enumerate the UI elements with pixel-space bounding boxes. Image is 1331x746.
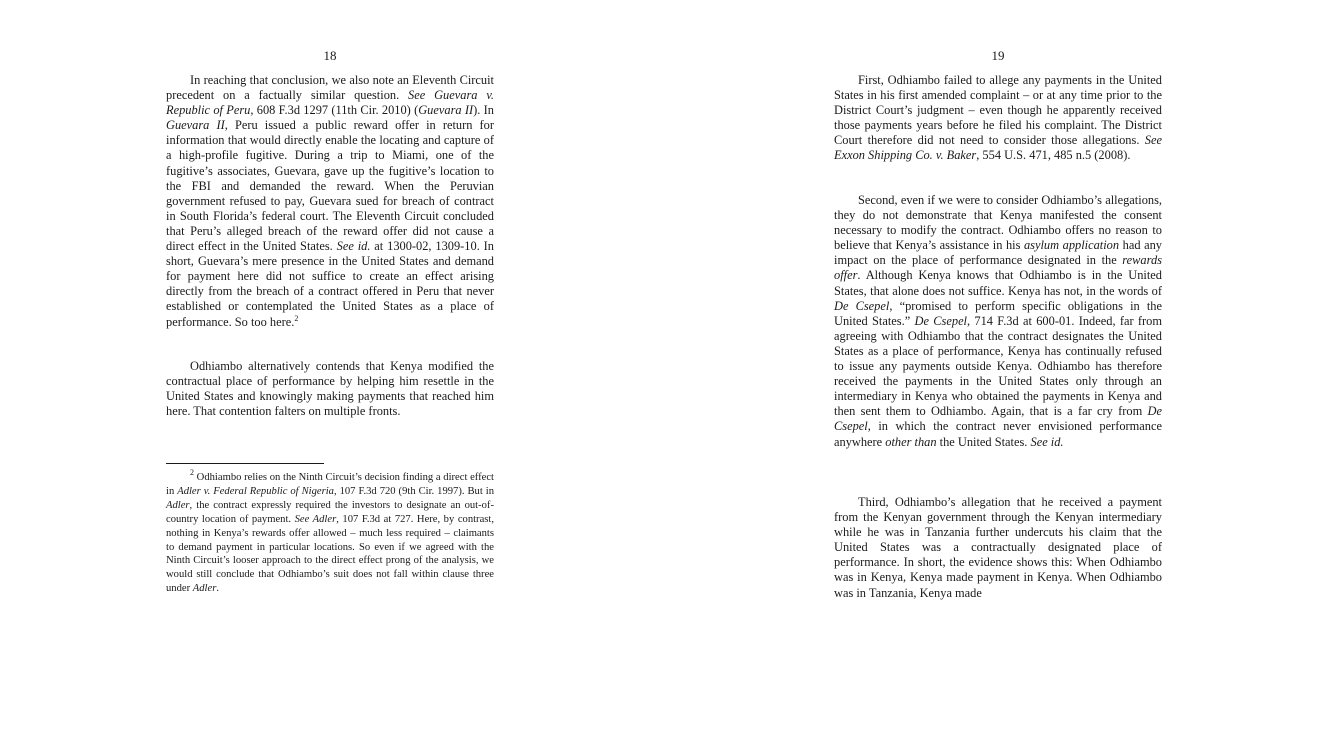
text-run: Second, even if we were to consider Odhiambo’s allegations, they do not demonstrate that Kenya manifested the consent necessary to modify the contract. Odhiambo offers no reason to believe that Kenya’s assistance in his — [834, 193, 1162, 253]
italic-text: Guevara II — [418, 103, 474, 118]
text-run: , 107 F.3d 720 (9th Cir. 1997). But in — [333, 485, 495, 497]
text-run: First, Odhiambo failed to allege any payments in the United States in his first amended complaint – or at any time prior to the District Court’s judgment – even though he apparently received those payments years before he filed his complaint. The District Court therefore did not need to consider those allegations. — [834, 73, 1162, 148]
text-run: Odhiambo relies on the Ninth Circuit’s decision finding a direct effect in — [166, 472, 494, 497]
text-run: , 554 U.S. 471, 485 n.5 (2008). — [976, 148, 1131, 163]
body-paragraph — [834, 193, 1162, 450]
italic-text: Adler — [192, 583, 217, 595]
italic-text: See Guevara v. Republic of Peru — [166, 88, 494, 118]
text-run: ). In — [473, 103, 494, 118]
text-run: , Peru issued a public reward offer in return for information that would directly enable the locating and capture of a high-profile fugitive. During a trip to Miami, one of the fugitive’s associates, Guevara, gave up the fugitive’s location to the FBI and demanded the reward. When the Peruvian government refused to pay, Guevara sued for breach of contract in South Florida’s federal court. The Eleventh Circuit concluded that Peru’s alleged breach of the reward offer did not cause a direct effect in the United States. — [166, 118, 494, 254]
footnote-marker: 2 — [190, 468, 194, 477]
italic-text: De Csepel — [834, 404, 1162, 434]
italic-text: See Adler — [294, 513, 337, 525]
italic-text: See id. — [336, 239, 371, 254]
text-run: , 608 F.3d 1297 (11th Cir. 2010) ( — [250, 103, 419, 118]
italic-text: De Csepel — [914, 313, 968, 328]
text-run: . Although Kenya knows that Odhiambo is in the United States, that alone does not suffice. Kenya has not, in the words of — [834, 268, 1162, 298]
text-run: , 714 F.3d at 600-01. Indeed, far from agreeing with Odhiambo that the contract designates the United States as a place of performance, Kenya has continually refused to issue any payments outside Kenya. Odhiambo has therefore received the payments in the United States only through an intermediary in Kenya who obtained the payments in Kenya and then sent them to Odhiambo. Again, that is a far cry from — [834, 313, 1162, 419]
text-run: , “promised to perform specific obligations in the United States.” — [834, 298, 1162, 328]
page-number: 18 — [323, 48, 337, 63]
body-paragraph — [834, 495, 1162, 601]
text-run: , 107 F.3d at 727. Here, by contrast, nothing in Kenya’s rewards offer allowed – much less required – claimants to demand payment in particular locations. So even if we agreed with the Ninth Circuit’s looser approach to the direct effect prong of the analysis, we would still conclude that Odhiambo’s suit does not fall within clause three under — [166, 513, 495, 595]
body-paragraph — [166, 359, 494, 419]
italic-text: other than — [885, 434, 937, 449]
page-19 — [834, 0, 1162, 746]
italic-text: asylum application — [1023, 238, 1120, 253]
italic-text: See id. — [1030, 434, 1064, 449]
text-run: , the contract expressly required the investors to designate an out-of-country location of payment. — [166, 499, 494, 525]
body-paragraph — [166, 73, 494, 330]
italic-text: Adler v. Federal Republic of Nigeria — [177, 485, 334, 497]
body-paragraph — [834, 73, 1162, 164]
text-run: In reaching that conclusion, we also note an Eleventh Circuit precedent on a factually similar question. — [166, 73, 494, 103]
text-run: had any impact on the place of performance designated in the — [834, 238, 1162, 268]
page-18 — [166, 0, 494, 746]
italic-text: rewards offer — [834, 253, 1162, 283]
footnote-marker: 2 — [294, 313, 299, 323]
text-run: the United States. — [936, 434, 1031, 449]
italic-text: Adler — [166, 499, 190, 511]
text-run: . — [216, 583, 219, 595]
italic-text: See Exxon Shipping Co. v. Baker — [834, 133, 1162, 163]
footnote — [166, 468, 495, 596]
page-number: 19 — [991, 48, 1005, 63]
text-run: Odhiambo alternatively contends that Kenya modified the contractual place of performance by helping him resettle in the United States and knowingly making payments that reached him here. That contention falters on multiple fronts. — [166, 359, 494, 419]
text-run: Third, Odhiambo’s allegation that he received a payment from the Kenyan government through the Kenyan intermediary while he was in Tanzania further undercuts his claim that the United States was a contractually designated place of performance. In short, the evidence shows this: When Odhiambo was in Kenya, Kenya made payment in Kenya. When Odhiambo was in Tanzania, Kenya made — [834, 495, 1162, 600]
text-run: at 1300-02, 1309-10. In short, Guevara’s mere presence in the United States and demand for payment here did not suffice to create an effect arising directly from the breach of a contract offered in Peru that never established or contemplated the United States as a place of performance. So too here. — [166, 239, 494, 329]
text-run: , in which the contract never envisioned performance anywhere — [834, 419, 1162, 449]
footnote-separator — [166, 463, 324, 464]
italic-text: Guevara II — [166, 118, 225, 133]
italic-text: De Csepel — [834, 298, 890, 313]
